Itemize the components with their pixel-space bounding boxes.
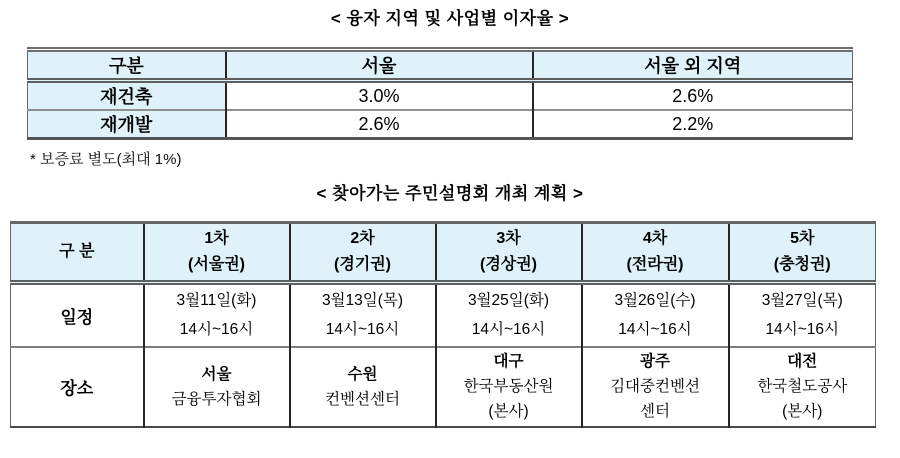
rate-redevelop-non-seoul: 2.2% bbox=[533, 110, 853, 139]
venue-city: 수원 bbox=[347, 365, 378, 383]
place-session-3 bbox=[436, 347, 582, 427]
session-region: (전라권) bbox=[626, 256, 684, 273]
place-session-4 bbox=[582, 347, 729, 427]
corner-header: 구 분 bbox=[11, 223, 144, 283]
rate-rebuild-seoul: 3.0% bbox=[226, 81, 533, 111]
session-time: 14시~16시 bbox=[765, 321, 839, 339]
col-header-seoul: 서울 bbox=[226, 50, 533, 81]
session-time: 14시~16시 bbox=[471, 321, 546, 339]
place-session-1 bbox=[144, 347, 290, 427]
col-header-non-seoul: 서울 외 지역 bbox=[533, 50, 853, 81]
session-date: 3월25일(화) bbox=[467, 292, 550, 310]
venue-name: 김대중컨벤션 bbox=[610, 378, 700, 395]
briefing-table-title: < 찾아가는 주민설명회 개최 계획 > bbox=[316, 184, 584, 203]
row-label-redevelop: 재개발 bbox=[28, 110, 226, 139]
interest-header-row bbox=[28, 50, 853, 81]
schedule-session-4 bbox=[582, 283, 729, 347]
schedule-session-1 bbox=[144, 283, 290, 347]
venue-name: 한국부동산원 bbox=[463, 378, 554, 395]
place-session-5 bbox=[729, 347, 876, 427]
session-region: (충청권) bbox=[773, 256, 831, 273]
venue-name-line2: 센터 bbox=[640, 403, 670, 420]
row-label-place: 장소 bbox=[11, 347, 144, 427]
col-header-session-1 bbox=[144, 223, 290, 283]
interest-rate-table bbox=[27, 47, 853, 140]
venue-name: 금융투자협회 bbox=[171, 390, 262, 408]
briefing-schedule-table bbox=[10, 221, 876, 428]
venue-name-line2: (본사) bbox=[488, 403, 529, 420]
venue-name: 한국철도공사 bbox=[757, 378, 848, 395]
guarantee-fee-footnote: * 보증료 별도(최대 1%) bbox=[30, 151, 182, 168]
session-round: 1차 bbox=[204, 230, 229, 247]
col-header-category: 구분 bbox=[28, 50, 226, 81]
venue-name: 컨벤션센터 bbox=[325, 390, 400, 408]
schedule-row bbox=[11, 283, 876, 347]
interest-table-title: < 융자 지역 및 사업별 이자율 > bbox=[330, 9, 570, 28]
session-round: 4차 bbox=[642, 230, 668, 247]
venue-city: 대구 bbox=[493, 353, 524, 370]
place-row bbox=[11, 347, 876, 427]
session-time: 14시~16시 bbox=[179, 321, 254, 339]
rate-redevelop-seoul: 2.6% bbox=[226, 110, 533, 139]
session-region: (경상권) bbox=[479, 256, 538, 273]
col-header-session-5 bbox=[729, 223, 876, 283]
session-date: 3월27일(목) bbox=[761, 292, 843, 310]
col-header-session-3 bbox=[436, 223, 582, 283]
venue-name-line2: (본사) bbox=[782, 403, 823, 420]
venue-city: 대전 bbox=[787, 353, 818, 370]
table-row-redevelop bbox=[28, 110, 853, 139]
row-label-schedule: 일정 bbox=[11, 283, 144, 347]
session-region: (서울권) bbox=[187, 256, 246, 273]
session-round: 3차 bbox=[496, 230, 521, 247]
schedule-session-3 bbox=[436, 283, 582, 347]
venue-city: 서울 bbox=[201, 365, 232, 383]
col-header-session-4 bbox=[582, 223, 729, 283]
place-session-2 bbox=[290, 347, 436, 427]
session-region: (경기권) bbox=[333, 256, 392, 273]
session-time: 14시~16시 bbox=[618, 321, 692, 339]
table-row-rebuild bbox=[28, 81, 853, 111]
col-header-session-2 bbox=[290, 223, 436, 283]
row-label-rebuild: 재건축 bbox=[28, 81, 226, 111]
rate-rebuild-non-seoul: 2.6% bbox=[533, 81, 853, 111]
briefing-header-row bbox=[11, 223, 876, 283]
session-round: 2차 bbox=[350, 230, 375, 247]
schedule-session-5 bbox=[729, 283, 876, 347]
venue-city: 광주 bbox=[640, 353, 670, 370]
session-date: 3월26일(수) bbox=[614, 292, 696, 310]
session-date: 3월13일(목) bbox=[321, 292, 404, 310]
session-time: 14시~16시 bbox=[325, 321, 400, 339]
schedule-session-2 bbox=[290, 283, 436, 347]
session-date: 3월11일(화) bbox=[176, 292, 257, 310]
session-round: 5차 bbox=[790, 230, 815, 247]
